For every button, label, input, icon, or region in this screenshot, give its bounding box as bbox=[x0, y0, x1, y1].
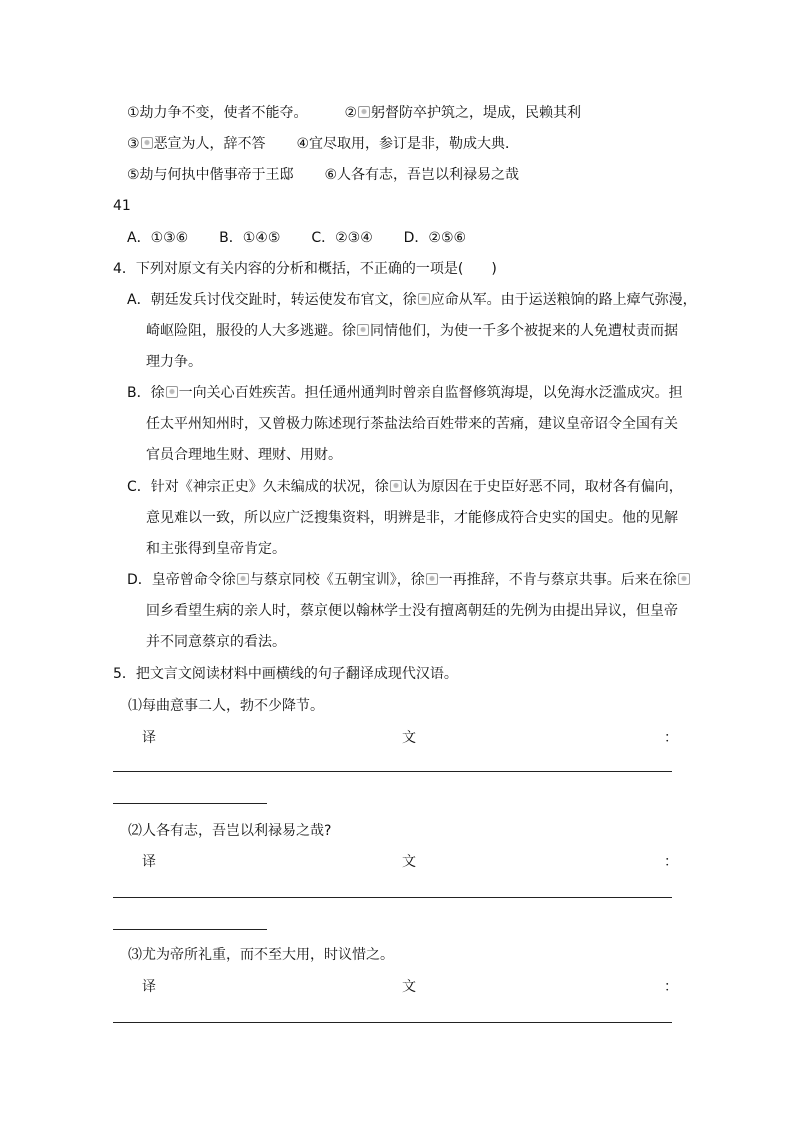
choice-label: B． bbox=[127, 385, 151, 401]
q3-answer-list bbox=[127, 229, 466, 247]
rare-glyph-icon bbox=[426, 573, 438, 585]
text: 崎岖险阻，服役的人大多逃避。徐 bbox=[146, 323, 356, 339]
option-3: 恶宣为人，辞不答 bbox=[153, 136, 266, 152]
colon: ： bbox=[664, 979, 678, 995]
yi-label: 译 bbox=[142, 854, 156, 870]
q4-d-line-3: 并不同意蔡京的看法。 bbox=[146, 634, 286, 650]
rare-glyph-icon bbox=[357, 324, 369, 336]
text: 一向关心百姓疾苦。担任通州通判时曾亲自监督修筑海堤，以免海水泛滥成灾。担 bbox=[178, 385, 683, 401]
q4-b-line-1 bbox=[127, 384, 683, 402]
answer-line[interactable] bbox=[113, 897, 672, 898]
q4-c-line-2: 意见难以一致，所以应广泛搜集资料，明辨是非，才能修成符合史实的国史。他的见解 bbox=[146, 510, 678, 526]
yi-label: 译 bbox=[142, 730, 156, 746]
q5-item-2: ⑵人各有志，吾岂以利禄易之哉? bbox=[128, 823, 332, 839]
answer-d: D．②⑤⑥ bbox=[403, 230, 467, 246]
text: 针对《神宗正史》久未编成的状况，徐 bbox=[150, 479, 389, 495]
rare-glyph-icon bbox=[418, 293, 430, 305]
option-line-3 bbox=[127, 166, 519, 184]
option-1: ①劫力争不变，使者不能夺。 bbox=[127, 105, 308, 121]
wen-label: 文 bbox=[402, 979, 416, 995]
choice-label: C． bbox=[127, 479, 151, 495]
q5-item-3: ⑶尤为帝所礼重，而不至大用，时议惜之。 bbox=[128, 947, 394, 963]
option-line-1 bbox=[127, 104, 581, 122]
answer-line[interactable] bbox=[113, 1022, 672, 1023]
rare-glyph-icon bbox=[237, 573, 249, 585]
text: 应命从军。由于运送粮饷的路上瘴气弥漫， bbox=[430, 292, 697, 308]
text: 一再推辞，不肯与蔡京共事。后来在徐 bbox=[438, 572, 677, 588]
text: 认为原因在于史臣好恶不同，取材各有偏向， bbox=[402, 479, 683, 495]
q4-a-line-3: 理力争。 bbox=[146, 354, 202, 370]
answer-a: A．①③⑥ bbox=[127, 230, 189, 246]
rare-glyph-icon bbox=[390, 480, 402, 492]
colon: ： bbox=[664, 854, 678, 870]
q4-b-line-2: 任太平州知州时，又曾极力陈述现行茶盐法给百姓带来的苦痛，建议皇帝诏令全国有关 bbox=[146, 416, 678, 432]
option-4: ④宜尽取用，参订是非，勒成大典． bbox=[296, 136, 520, 152]
text: 同情他们，为使一千多个被捉来的人免遭杖责而据 bbox=[370, 323, 678, 339]
q5-stem: 5．把文言文阅读材料中画横线的句子翻译成现代汉语。 bbox=[113, 666, 458, 682]
wen-label: 文 bbox=[402, 730, 416, 746]
answer-c: C．②③④ bbox=[311, 230, 373, 246]
rare-glyph-icon bbox=[166, 386, 178, 398]
option-3-num: ③ bbox=[127, 136, 140, 152]
text: 朝廷发兵讨伐交趾时，转运使发布官文，徐 bbox=[150, 292, 417, 308]
choice-label: A． bbox=[127, 292, 151, 308]
yi-label: 译 bbox=[142, 979, 156, 995]
q4-d-line-1 bbox=[127, 571, 691, 589]
choice-label: D． bbox=[127, 572, 152, 588]
rare-glyph-icon bbox=[358, 106, 370, 118]
q5-item-1: ⑴每曲意事二人，勃不少降节。 bbox=[128, 698, 324, 714]
option-5: ⑤劫与何执中偕事帝于王邸 bbox=[127, 167, 294, 183]
rare-glyph-icon bbox=[678, 573, 690, 585]
answer-line-short[interactable] bbox=[113, 803, 267, 804]
option-2-num: ② bbox=[344, 105, 358, 121]
rare-glyph-icon bbox=[141, 137, 153, 149]
answer-line[interactable] bbox=[113, 771, 672, 772]
answer-b: B．①④⑤ bbox=[219, 230, 281, 246]
text: 与蔡京同校《五朝宝训》，徐 bbox=[249, 572, 425, 588]
option-2: 躬督防卒护筑之，堤成，民赖其利 bbox=[371, 105, 582, 121]
q4-c-line-3: 和主张得到皇帝肯定。 bbox=[146, 541, 286, 557]
q4-stem: 4．下列对原文有关内容的分析和概括，不正确的一项是( ) bbox=[113, 261, 497, 277]
q4-d-line-2: 回乡看望生病的亲人时，蔡京便以翰林学士没有擅离朝廷的先例为由提出异议，但皇帝 bbox=[146, 603, 678, 619]
wen-label: 文 bbox=[402, 854, 416, 870]
page-number: 41 bbox=[113, 198, 131, 214]
text: 徐 bbox=[150, 385, 165, 401]
colon: ： bbox=[664, 730, 678, 746]
text: 皇帝曾命令徐 bbox=[151, 572, 236, 588]
q4-a-line-2 bbox=[146, 322, 678, 340]
option-line-2 bbox=[127, 135, 519, 153]
answer-line-short[interactable] bbox=[113, 929, 267, 930]
q4-c-line-1 bbox=[127, 478, 683, 496]
q4-a-line-1 bbox=[127, 291, 697, 309]
q4-b-line-3: 官员合理地生财、理财、用财。 bbox=[146, 447, 342, 463]
option-6: ⑥人各有志，吾岂以利禄易之哉 bbox=[324, 167, 520, 183]
